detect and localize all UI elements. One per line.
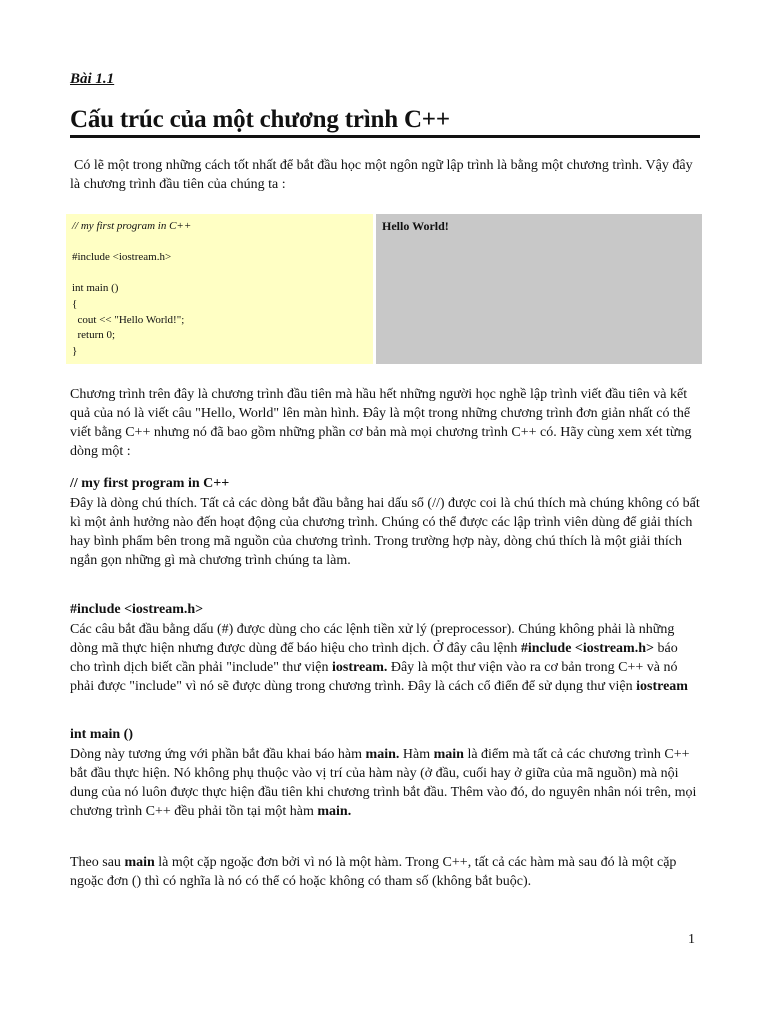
main-section-heading: int main (): [70, 727, 133, 742]
code-line: return 0;: [72, 329, 116, 342]
final-paragraph: [70, 853, 700, 891]
code-line: {: [72, 297, 78, 310]
code-line: [72, 266, 367, 282]
title-divider: [70, 135, 700, 138]
comment-section-body: Đây là dòng chú thích. Tất cả các dòng bắt đầu bằng hai dấu sổ (//) được coi là chú thích mà chúng không có bất kì một ảnh hưởng nào đến hoạt động của chương trình. Chúng có thể được các lập trình viên dùng để giải thích hay bình phẩm bên trong mã nguồn của chương trình. Trong trường hợp này, dòng chú thích là một giải thích ngắn gọn những gì mà chương trình chúng ta làm.: [70, 496, 700, 568]
code-line: [72, 235, 367, 251]
explanation-paragraph: Chương trình trên đây là chương trình đầu tiên mà hầu hết những người học nghề lập trình viết đầu tiên và kết quả của nó là viết câu "Hello, World" lên màn hình. Đây là một trong những chương trình đơn giản nhất có thể viết bằng C++ nhưng nó đã bao gồm những phần cơ bản mà mọi chương trình C++ có. Hãy cùng xem xét từng dòng một :: [70, 387, 692, 459]
code-line: }: [72, 344, 78, 357]
include-bold-1: #include <iostream.h>: [520, 641, 654, 656]
final-text-1: Theo sau: [70, 855, 125, 870]
main-text-2: Hàm: [399, 747, 434, 762]
include-bold-2: iostream.: [332, 660, 388, 675]
final-text-2: là một cặp ngoặc đơn bởi vì nó là một hàm. Trong C++, tất cả các hàm mà sau đó là một cặp ngoặc đơn () thì có nghĩa là nó có thể có hoặc không có tham số (không bắt buộc).: [70, 855, 677, 889]
code-line: #include <iostream.h>: [72, 251, 172, 264]
intro-paragraph: Có lẽ một trong những cách tốt nhất để bắt đầu học một ngôn ngữ lập trình là bằng một chương trình. Vậy đây là chương trình đầu tiên của chúng ta :: [70, 158, 693, 192]
main-bold-1: main.: [365, 747, 400, 762]
main-bold-2: main: [433, 747, 464, 762]
include-text-2: báo cho trình dịch biết cần phải "include" thư viện: [70, 641, 678, 675]
code-line: cout << "Hello World!";: [72, 313, 185, 326]
code-block: [66, 214, 373, 364]
include-text-3: Đây là một thư viện vào ra cơ bản trong C++ và nó phải được "include" vì nó sẽ được dùng trong chương trình. Đây là cách cổ điển để sử dụng thư viện: [70, 660, 678, 694]
main-bold-3: main.: [317, 804, 352, 819]
include-section-body: [70, 620, 700, 696]
main-section-body: [70, 745, 700, 821]
main-text-3: là điểm mà tất cả các chương trình C++ bắt đầu thực hiện. Nó không phụ thuộc vào vị trí của hàm này (ở đầu, cuối hay ở giữa của mã nguồn) mà nội dung của nó luôn được thực hiện đầu tiên khi chương trình bắt đầu. Thêm vào đó, do nguyên nhân nói trên, mọi chương trình C++ đều phải tồn tại một hàm: [70, 747, 697, 819]
include-bold-3: iostream: [636, 679, 688, 694]
page-number: 1: [688, 932, 695, 947]
page-title: Cấu trúc của một chương trình C++: [70, 106, 450, 133]
main-text-1: Dòng này tương ứng với phần bắt đầu khai báo hàm: [70, 747, 366, 762]
code-line: int main (): [72, 282, 119, 295]
code-line: // my first program in C++: [72, 220, 192, 232]
final-bold-1: main: [124, 855, 155, 870]
output-block: [376, 214, 702, 364]
comment-section-heading: // my first program in C++: [70, 476, 230, 491]
output-text: Hello World!: [382, 219, 449, 233]
include-section-heading: #include <iostream.h>: [70, 602, 204, 617]
lesson-label: Bài 1.1: [70, 71, 115, 87]
include-text-1: Các câu bắt đầu bằng dấu (#) được dùng cho các lệnh tiền xử lý (preprocessor). Chúng không phải là những dòng mã thực hiện nhưng được dùng để báo hiệu cho trình dịch. Ở đây câu lệnh: [70, 622, 675, 656]
